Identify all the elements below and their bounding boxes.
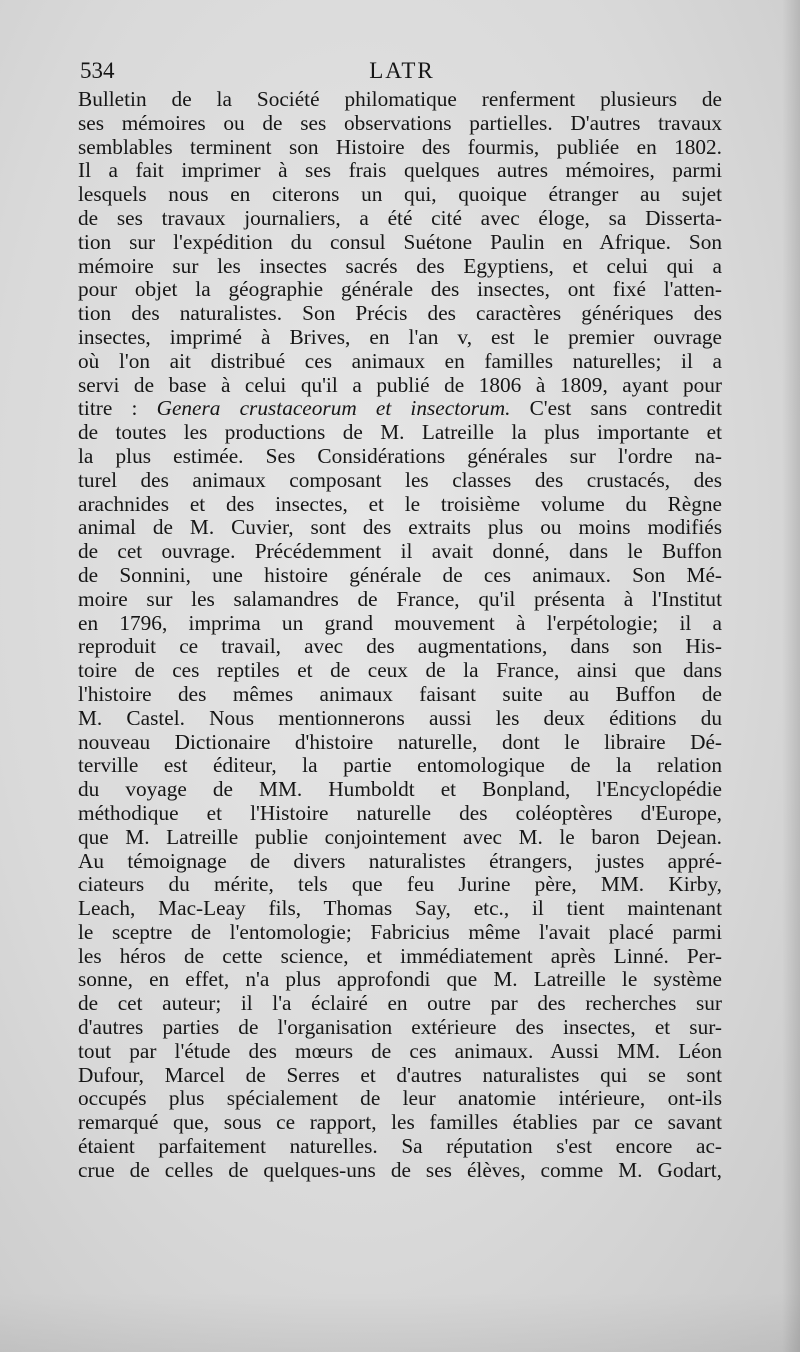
page-edge-shadow <box>782 0 800 1352</box>
text-line: terville est éditeur, la partie entomologique de la relation <box>78 753 722 778</box>
text-line: tion sur l'expédition du consul Suétone Paulin en Afrique. Son <box>78 229 722 254</box>
text-line: de Sonnini, une histoire générale de ces animaux. Son Mé- <box>78 562 722 587</box>
text-line: l'histoire des mêmes animaux faisant suite au Buffon de <box>78 681 722 706</box>
text-line: la plus estimée. Ses Considérations générales sur l'ordre na- <box>78 443 722 468</box>
text-line: lesquels nous en citerons un qui, quoique étranger au sujet <box>78 182 722 207</box>
text-line: moire sur les salamandres de France, qu'il présenta à l'Institut <box>78 586 722 611</box>
text-line: servi de base à celui qu'il a publié de 1806 à 1809, ayant pour <box>78 372 722 397</box>
text-line: de cet auteur; il l'a éclairé en outre par des recherches sur <box>78 991 722 1016</box>
body-text <box>78 88 722 1183</box>
text-line: crue de celles de quelques-uns de ses élèves, comme M. Godart, <box>78 1157 722 1182</box>
text-line: Bulletin de la Société philomatique renferment plusieurs de <box>78 87 722 111</box>
text-line: animal de M. Cuvier, sont des extraits plus ou moins modifiés <box>78 515 722 540</box>
text-line: Au témoignage de divers naturalistes étrangers, justes appré- <box>78 848 722 873</box>
text-line: méthodique et l'Histoire naturelle des coléoptères d'Europe, <box>78 800 722 825</box>
text-line: sonne, en effet, n'a plus approfondi que M. Latreille le système <box>78 967 722 992</box>
text-line: de toutes les productions de M. Latreille la plus importante et <box>78 420 722 445</box>
text-line: le sceptre de l'entomologie; Fabricius même l'avait placé parmi <box>78 919 722 944</box>
text-line: toire de ces reptiles et de ceux de la France, ainsi que dans <box>78 658 722 683</box>
text-line: étaient parfaitement naturelles. Sa réputation s'est encore ac- <box>78 1134 722 1159</box>
running-title: LATR <box>369 58 435 83</box>
text-line: arachnides et des insectes, et le troisième volume du Règne <box>78 491 722 516</box>
running-head <box>80 58 724 86</box>
text-line: M. Castel. Nous mentionnerons aussi les deux éditions du <box>78 705 722 730</box>
text-line: Leach, Mac-Leay fils, Thomas Say, etc., il tient maintenant <box>78 896 722 921</box>
text-line: remarqué que, sous ce rapport, les familles établies par ce savant <box>78 1110 722 1135</box>
text-segment: titre : <box>78 396 157 421</box>
text-line: que M. Latreille publie conjointement avec M. le baron Dejean. <box>78 824 722 849</box>
text-line: en 1796, imprima un grand mouvement à l'erpétologie; il a <box>78 610 722 635</box>
text-line: Il a fait imprimer à ses frais quelques autres mémoires, parmi <box>78 158 722 183</box>
text-line: Dufour, Marcel de Serres et d'autres naturalistes qui se sont <box>78 1062 722 1087</box>
text-line: ciateurs du mérite, tels que feu Jurine père, MM. Kirby, <box>78 872 722 897</box>
text-line: semblables terminent son Histoire des fourmis, publiée en 1802. <box>78 134 722 159</box>
text-line: nouveau Dictionaire d'histoire naturelle, dont le libraire Dé- <box>78 729 722 754</box>
text-line: d'autres parties de l'organisation extérieure des insectes, et sur- <box>78 1015 722 1040</box>
text-line: tout par l'étude des mœurs de ces animaux. Aussi MM. Léon <box>78 1038 722 1063</box>
italic-title: Genera crustaceorum et insectorum. <box>156 396 511 421</box>
page-number: 534 <box>80 58 115 83</box>
text-line: occupés plus spécialement de leur anatomie intérieure, ont-ils <box>78 1086 722 1111</box>
text-segment: C'est sans contredit <box>510 396 722 421</box>
text-line: de cet ouvrage. Précédemment il avait donné, dans le Buffon <box>78 539 722 564</box>
text-line: mémoire sur les insectes sacrés des Egyptiens, et celui qui a <box>78 253 722 278</box>
text-line: tion des naturalistes. Son Précis des caractères génériques des <box>78 301 722 326</box>
page-bottom-shadow <box>0 1292 800 1352</box>
text-line: de ses travaux journaliers, a été cité avec éloge, sa Disserta- <box>78 205 722 230</box>
text-line: du voyage de MM. Humboldt et Bonpland, l'Encyclopédie <box>78 777 722 802</box>
text-line: pour objet la géographie générale des insectes, ont fixé l'atten- <box>78 277 722 302</box>
text-line: les héros de cette science, et immédiatement après Linné. Per- <box>78 943 722 968</box>
text-line: reproduit ce travail, avec des augmentations, dans son His- <box>78 634 722 659</box>
text-line: insectes, imprimé à Brives, en l'an v, est le premier ouvrage <box>78 324 722 349</box>
text-line: où l'on ait distribué ces animaux en familles naturelles; il a <box>78 348 722 373</box>
text-line: turel des animaux composant les classes des crustacés, des <box>78 467 722 492</box>
text-line: ses mémoires ou de ses observations partielles. D'autres travaux <box>78 110 722 135</box>
text-line-mixed <box>78 397 722 421</box>
